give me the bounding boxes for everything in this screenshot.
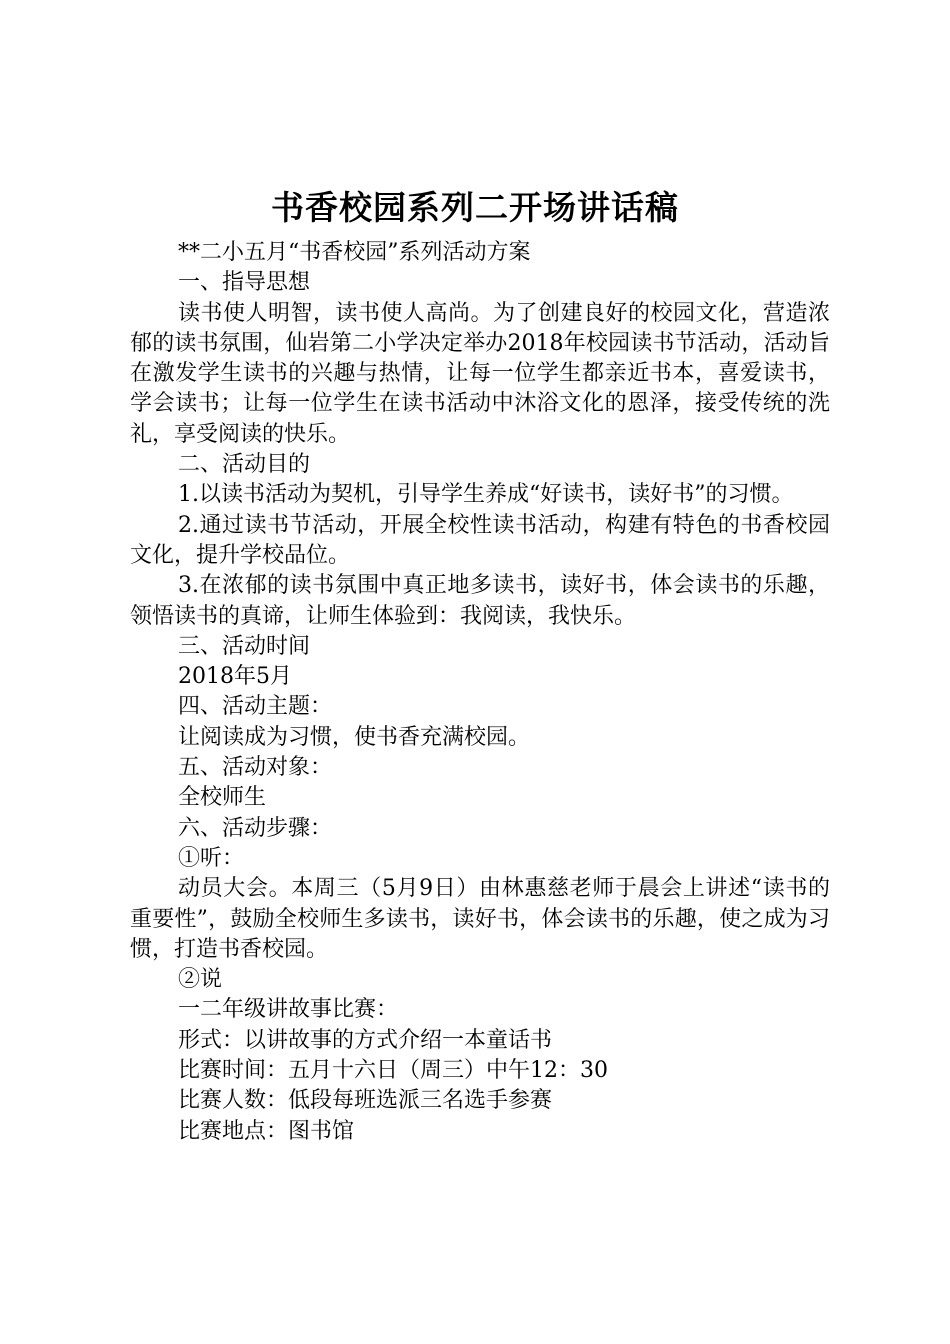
section-heading-guiding-ideology: 一、指导思想 [178,270,311,296]
contest-participants: 比赛人数：低段每班选派三名选手参赛 [178,1088,553,1114]
activity-audience-value: 全校师生 [178,785,267,811]
step-listen-paragraph: 动员大会。本周三（5月9日）由林惠慈老师于晨会上讲述“读书的重要性”，鼓励全校师生多读书，读好书，体会读书的乐趣，使之成为习惯，打造书香校园。 [130,876,830,962]
section-heading-activity-time: 三、活动时间 [178,633,311,659]
purpose-item-3: 3.在浓郁的读书氛围中真正地多读书，读好书，体会读书的乐趣，领悟读书的真谛，让师生体验到：我阅读，我快乐。 [130,573,830,629]
activity-time-value: 2018年5月 [178,664,292,690]
paragraph-guiding-ideology: 读书使人明智，读书使人高尚。为了创建良好的校园文化，营造浓郁的读书氛围，仙岩第二小学决定举办2018年校园读书节活动，活动旨在激发学生读书的兴趣与热情，让每一位学生都亲近书本，喜爱读书，学会读书；让每一位学生在读书活动中沐浴文化的恩泽，接受传统的洗礼，享受阅读的快乐。 [130,300,830,447]
step-speak-heading: ②说 [178,967,223,993]
step-listen-heading: ①听： [178,845,245,871]
document-body [130,238,830,1147]
activity-theme-value: 让阅读成为习惯，使书香充满校园。 [178,724,531,750]
section-heading-activity-theme: 四、活动主题： [178,694,333,720]
purpose-item-2: 2.通过读书节活动，开展全校性读书活动，构建有特色的书香校园文化，提升学校品位。 [130,512,830,568]
section-heading-activity-purpose: 二、活动目的 [178,452,311,478]
contest-time: 比赛时间：五月十六日（周三）中午12：30 [178,1058,608,1084]
purpose-item-1: 1.以读书活动为契机，引导学生养成“好读书，读好书”的习惯。 [178,482,794,508]
plan-subtitle: **二小五月“书香校园”系列活动方案 [178,240,531,265]
storytelling-contest-heading: 一二年级讲故事比赛： [178,997,399,1023]
section-heading-activity-steps: 六、活动步骤： [178,815,333,841]
document-title: 书香校园系列二开场讲话稿 [271,188,679,227]
contest-location: 比赛地点：图书馆 [178,1118,355,1144]
contest-format: 形式：以讲故事的方式介绍一本童话书 [178,1027,553,1053]
section-heading-activity-audience: 五、活动对象： [178,755,333,781]
